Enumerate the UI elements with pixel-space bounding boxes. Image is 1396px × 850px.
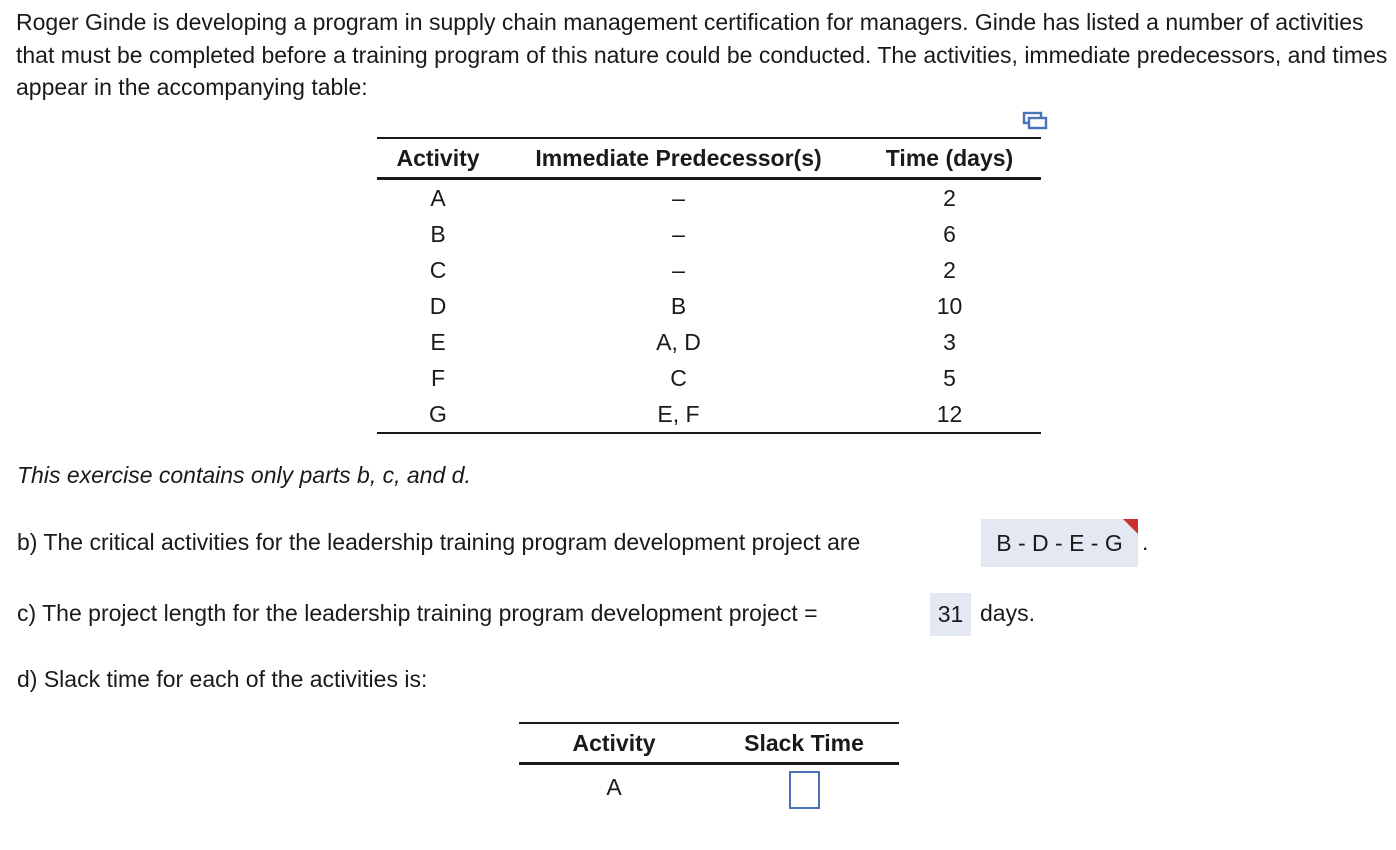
cell-predecessors: C — [670, 364, 687, 391]
slack-table — [519, 722, 899, 809]
header-predecessors: Immediate Predecessor(s) — [535, 144, 822, 171]
cell-time: 3 — [943, 328, 956, 355]
part-b-question: b) The critical activities for the leadership training program development project are — [17, 529, 861, 555]
cell-activity: G — [429, 400, 447, 427]
activity-table — [377, 137, 1041, 434]
cell-activity: C — [429, 256, 447, 283]
cell-activity: A — [430, 184, 446, 211]
header-slack-time: Slack Time — [744, 729, 864, 756]
part-b-answer[interactable]: B - D - E - G — [981, 519, 1138, 567]
cell-predecessors: – — [672, 256, 685, 283]
cell-activity: E — [430, 328, 446, 355]
slack-cell-input-wrap — [709, 764, 899, 810]
cell-predecessors: – — [672, 220, 685, 247]
copy-table-icon[interactable] — [1022, 110, 1048, 132]
part-c-unit: days. — [980, 600, 1035, 626]
cell-time: 2 — [943, 184, 956, 211]
cell-predecessors: – — [672, 184, 685, 211]
cell-predecessors: B — [670, 292, 687, 319]
cell-activity: F — [430, 364, 446, 391]
header-activity: Activity — [396, 144, 480, 171]
part-c-answer[interactable]: 31 — [930, 593, 971, 636]
cell-time: 12 — [936, 400, 963, 427]
cell-predecessors: A, D — [656, 328, 701, 355]
slack-table-header — [519, 723, 899, 764]
table-row — [377, 179, 1041, 217]
cell-predecessors: E, F — [657, 400, 700, 427]
table-row — [377, 396, 1041, 433]
activity-table-header — [377, 138, 1041, 179]
part-d-question: d) Slack time for each of the activities is: — [17, 666, 428, 692]
cell-time: 10 — [936, 292, 963, 319]
slack-time-input[interactable] — [789, 771, 820, 809]
problem-intro: Roger Ginde is developing a program in supply chain management certification for managers. Ginde has listed a number of activities that must be completed before a training program of this nature could be conducted. The activities, immediate predecessors, and times appear in the accompanying table: — [16, 9, 1388, 100]
slack-row — [519, 764, 899, 810]
table-row — [377, 216, 1041, 252]
cell-time: 6 — [943, 220, 956, 247]
header-slack-activity: Activity — [572, 729, 656, 756]
table-row — [377, 288, 1041, 324]
cell-activity: B — [430, 220, 446, 247]
header-time: Time (days) — [885, 144, 1014, 171]
table-row — [377, 360, 1041, 396]
cell-time: 5 — [943, 364, 956, 391]
table-row — [377, 324, 1041, 360]
part-b-period: . — [1142, 529, 1149, 555]
cell-activity: D — [429, 292, 447, 319]
exercise-note: This exercise contains only parts b, c, and d. — [17, 462, 471, 488]
cell-time: 2 — [943, 256, 956, 283]
slack-cell-activity: A — [606, 773, 622, 800]
table-row — [377, 252, 1041, 288]
part-c-question: c) The project length for the leadership training program development project = — [17, 600, 818, 626]
